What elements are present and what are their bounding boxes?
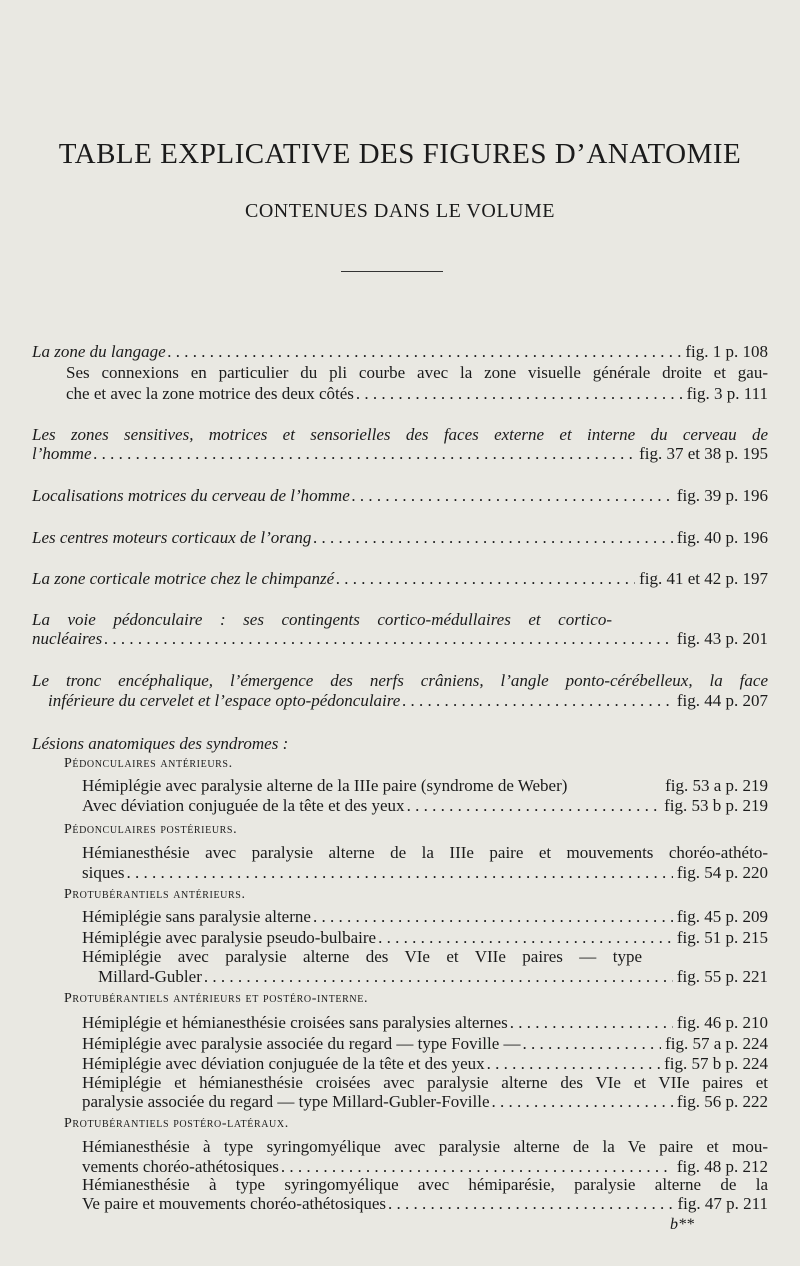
list-item: Hémiplégie avec paralysie alterne de la IIIe paire (syndrome de Weber) fig. 53 a p. 219 [82, 776, 768, 795]
subsection-heading: Pédonculaires postérieurs. [64, 822, 238, 837]
list-item: Les zones sensitives, motrices et sensorielles des faces externe et interne du cerveau de [32, 425, 768, 444]
list-item: Hémiplégie et hémianesthésie croisées avec paralysie alterne des VIe et VIIe paires et [82, 1073, 768, 1092]
list-item: l’homme . . . fig. 37 et 38 p. 195 [32, 443, 768, 464]
list-item: Hémiplégie avec paralysie alterne des VIe et VIIe paires — type [82, 947, 642, 966]
list-item: Hémianesthésie avec paralysie alterne de la IIIe paire et mouvements choréo-athéto- [82, 843, 768, 862]
signature-mark: b** [670, 1216, 694, 1233]
list-item: Hémianesthésie à type syringomyélique avec hémiparésie, paralysie alterne de la [82, 1175, 768, 1194]
title-rule [341, 271, 443, 272]
page-title: TABLE EXPLICATIVE DES FIGURES D’ANATOMIE [58, 138, 742, 170]
list-item: Le tronc encéphalique, l’émergence des nerfs crâniens, l’angle ponto-cérébelleux, la face [32, 671, 768, 690]
list-item: Avec déviation conjuguée de la tête et des yeux . . . fig. 53 b p. 219 [82, 795, 768, 816]
list-item: paralysie associée du regard — type Millard-Gubler-Foville . . . fig. 56 p. 222 [82, 1091, 768, 1112]
subsection-heading: Protubérantiels antérieurs et postéro-interne. [64, 991, 369, 1006]
list-item: Ve paire et mouvements choréo-athétosiques . . . fig. 47 p. 211 [82, 1193, 768, 1214]
list-item: inférieure du cervelet et l’espace opto-pédonculaire . . . fig. 44 p. 207 [48, 690, 768, 711]
list-item: Hémianesthésie à type syringomyélique avec paralysie alterne de la Ve paire et mou- [82, 1137, 768, 1156]
list-item: vements choréo-athétosiques . . . fig. 48 p. 212 [82, 1156, 768, 1177]
list-item: Hémiplégie et hémianesthésie croisées sans paralysies alternes . . . fig. 46 p. 210 [82, 1012, 768, 1033]
list-item: La zone du langage . . . fig. 1 p. 108 [32, 341, 768, 362]
list-item: La zone corticale motrice chez le chimpanzé . . . fig. 41 et 42 p. 197 [32, 568, 768, 589]
subsection-heading: Pédonculaires antérieurs. [64, 756, 233, 771]
list-item: Hémiplégie avec paralysie associée du regard — type Foville — . . . fig. 57 a p. 224 [82, 1033, 768, 1054]
section-heading: Lésions anatomiques des syndromes : [32, 734, 289, 753]
list-item: Localisations motrices du cerveau de l’homme . . . fig. 39 p. 196 [32, 485, 768, 506]
list-item: Les centres moteurs corticaux de l’orang . . . fig. 40 p. 196 [32, 527, 768, 548]
list-item: La voie pédonculaire : ses contingents cortico-médullaires et cortico- [32, 610, 612, 629]
list-item: Ses connexions en particulier du pli courbe avec la zone visuelle générale droite et gau- [66, 363, 768, 382]
list-item: Millard-Gubler . . . fig. 55 p. 221 [98, 966, 768, 987]
list-item: Hémiplégie avec paralysie pseudo-bulbaire . . . fig. 51 p. 215 [82, 927, 768, 948]
list-item: che et avec la zone motrice des deux côtés . . . fig. 3 p. 111 [66, 383, 768, 404]
subsection-heading: Protubérantiels antérieurs. [64, 887, 246, 902]
subsection-heading: Protubérantiels postéro-latéraux. [64, 1116, 289, 1131]
list-item: nucléaires . . . fig. 43 p. 201 [32, 628, 768, 649]
list-item: Hémiplégie sans paralysie alterne . . . fig. 45 p. 209 [82, 906, 768, 927]
list-item: siques . . . fig. 54 p. 220 [82, 862, 768, 883]
list-item: Hémiplégie avec déviation conjuguée de la tête et des yeux . . . fig. 57 b p. 224 [82, 1053, 768, 1074]
page-subtitle: CONTENUES DANS LE VOLUME [245, 200, 555, 222]
